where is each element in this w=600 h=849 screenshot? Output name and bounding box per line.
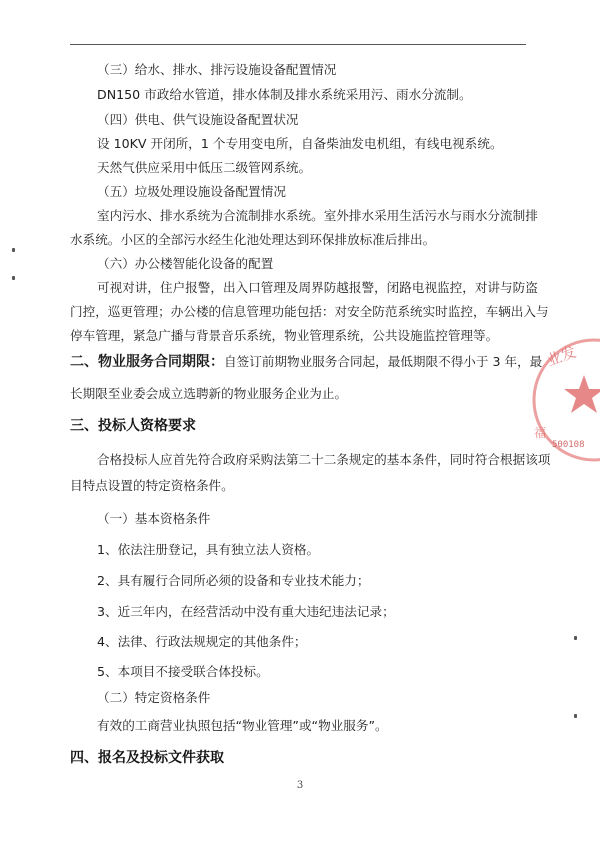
text-line: 室内污水、排水系统为合流制排水系统。室外排水采用生活污水与雨水分流制排 xyxy=(97,208,538,223)
text-line: 4、法律、行政法规规定的其他条件； xyxy=(97,634,307,649)
text-line: 水系统。小区的全部污水经生化池处理达到环保排放标准后排出。 xyxy=(70,232,436,247)
text-line: 1、依法注册登记，具有独立法人资格。 xyxy=(97,542,320,557)
text-line: （五）垃圾处理设施设备配置情况 xyxy=(97,184,286,199)
section-2-line xyxy=(70,354,542,370)
section-3-heading: 三、投标人资格要求 xyxy=(70,418,196,434)
company-seal-stamp xyxy=(532,325,600,475)
text-line: 停车管理，紧急广播与背景音乐系统，物业管理系统，公共设施监控管理等。 xyxy=(70,328,499,343)
scan-speck xyxy=(574,636,577,640)
seal-text-side: 福 xyxy=(534,426,547,440)
text-line: 天然气供应采用中低压二级管网系统。 xyxy=(97,160,312,175)
text-line: （四）供电、供气设施设备配置状况 xyxy=(97,112,299,127)
section-4-heading: 四、报名及投标文件获取 xyxy=(70,750,224,766)
text-line: 有效的工商营业执照包括“物业管理”或“物业服务”。 xyxy=(97,718,388,733)
text-line: DN150 市政给水管道，排水体制及排水系统采用污、雨水分流制。 xyxy=(97,87,472,102)
text-line: （一）基本资格条件 xyxy=(97,511,211,526)
section-2-heading: 二、物业服务合同期限： xyxy=(70,354,224,370)
text-line: （二）特定资格条件 xyxy=(97,690,211,705)
scan-speck xyxy=(12,276,15,280)
text-line: （三）给水、排水、排污设施设备配置情况 xyxy=(97,62,337,77)
text-line: 可视对讲，住户报警，出入口管理及周界防越报警，闭路电视监控，对讲与防盗 xyxy=(97,280,538,295)
scan-speck xyxy=(574,714,577,718)
header-rule xyxy=(70,44,526,45)
page-number: 3 xyxy=(296,780,304,791)
seal-text-top: 业发 xyxy=(544,342,579,370)
text-line: 设 10KV 开闭所，1 个专用变电所，自备柴油发电机组，有线电视系统。 xyxy=(97,136,503,151)
section-2-body: 自签订前期物业服务合同起，最低期限不得小于 3 年，最 xyxy=(224,354,543,369)
text-line: 3、近三年内，在经营活动中没有重大违纪违法记录； xyxy=(97,604,395,619)
text-line: 合格投标人应首先符合政府采购法第二十二条规定的基本条件，同时符合根据该项 xyxy=(97,452,551,467)
text-line: 2、具有履行合同所必须的设备和专业技术能力； xyxy=(97,573,370,588)
text-line: 长期限至业委会成立选聘新的物业服务企业为止。 xyxy=(70,386,348,401)
text-line: 目特点设置的特定资格条件。 xyxy=(70,478,234,493)
scan-speck xyxy=(12,248,15,252)
seal-text-bottom: 500108 xyxy=(552,440,585,450)
seal-star-icon xyxy=(564,375,600,413)
text-line: 门控，巡更管理；办公楼的信息管理功能包括：对安全防范系统实时监控，车辆出入与 xyxy=(70,304,549,319)
text-line: （六）办公楼智能化设备的配置 xyxy=(97,256,274,271)
text-line: 5、本项目不接受联合体投标。 xyxy=(97,664,269,679)
